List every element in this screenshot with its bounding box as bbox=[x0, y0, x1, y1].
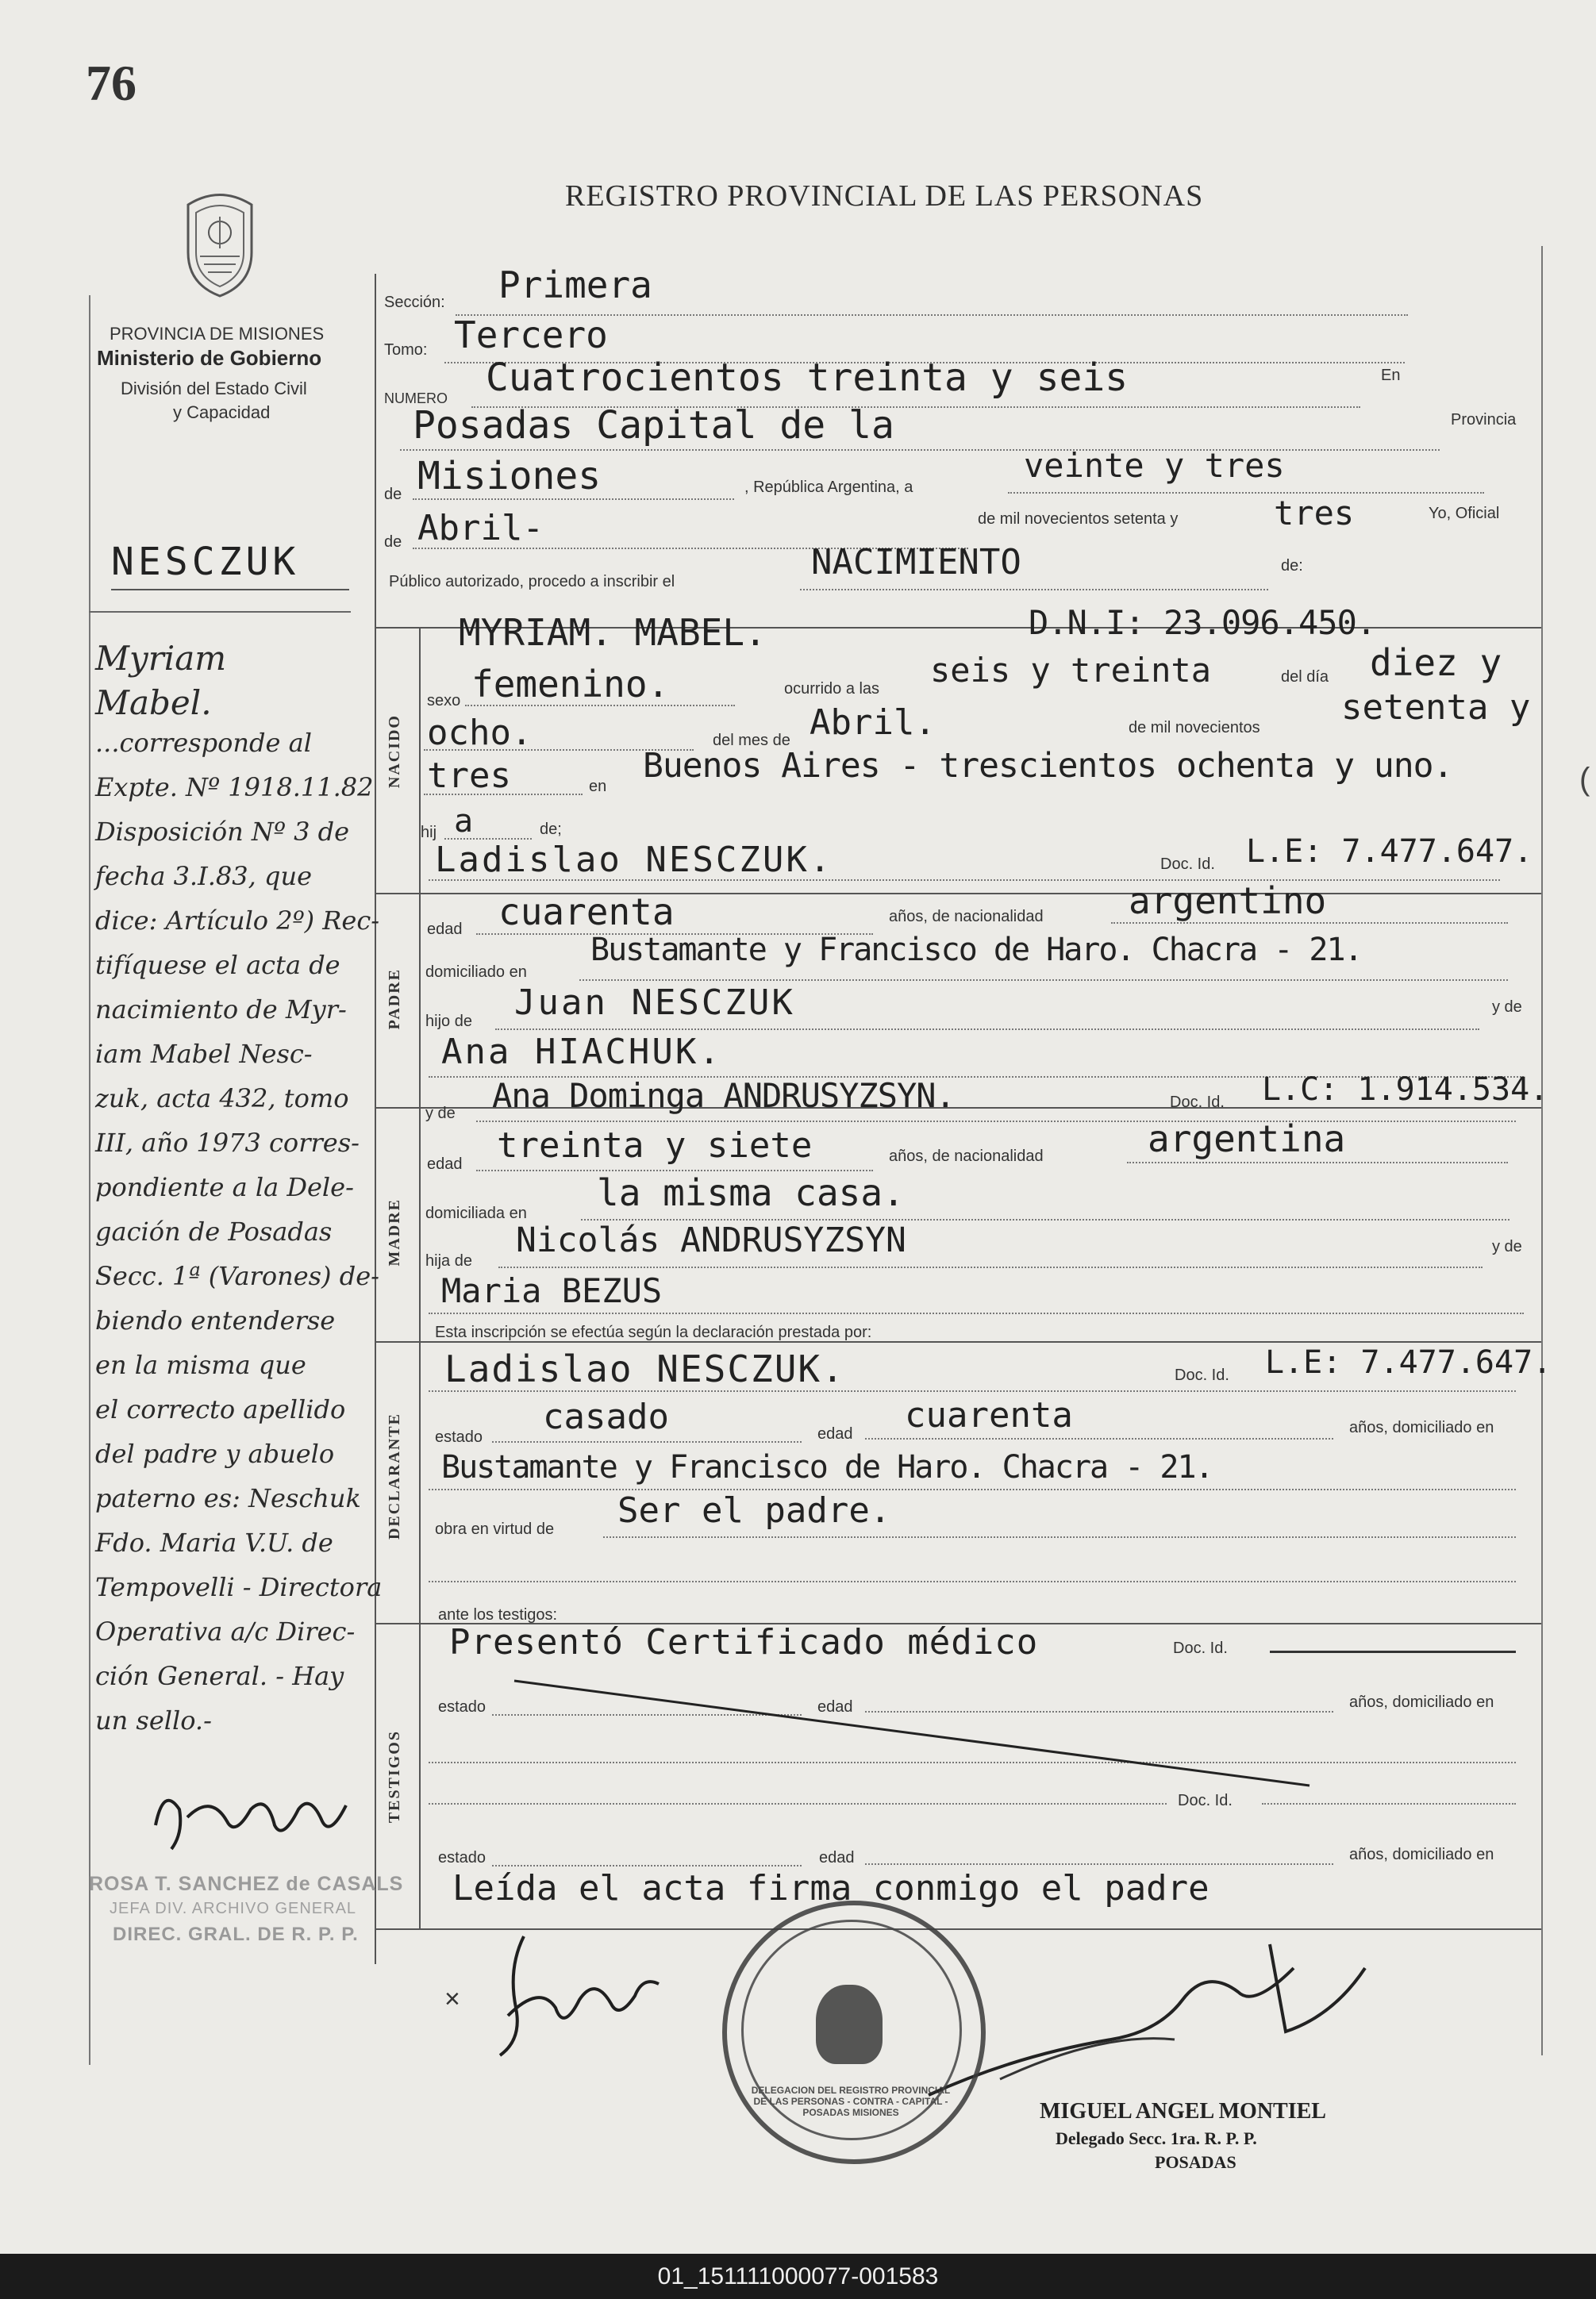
value-padre-madre: Ana HIACHUK. bbox=[441, 1032, 722, 1072]
margin-note-line: Secc. 1ª (Varones) de- bbox=[95, 1261, 379, 1291]
label-madre-dom: domiciliada en bbox=[425, 1205, 527, 1222]
value-sexo: femenino. bbox=[471, 663, 670, 705]
archive-signature bbox=[140, 1778, 370, 1857]
value-lugar: Posadas Capital de la bbox=[413, 403, 894, 448]
section-label-padre: PADRE bbox=[386, 968, 403, 1030]
value-madre-doc: L.C: 1.914.534. bbox=[1262, 1071, 1549, 1108]
label-doc-padre: Doc. Id. bbox=[1160, 855, 1215, 873]
right-edge-mark: ( bbox=[1579, 762, 1590, 797]
margin-note-line: ...corresponde al bbox=[95, 728, 312, 758]
label-y-de-1: y de bbox=[1492, 998, 1522, 1016]
margin-note-line: el correcto apellido bbox=[95, 1394, 346, 1424]
label-dec-estado: estado bbox=[435, 1428, 483, 1446]
label-y-de-madre: y de bbox=[425, 1105, 456, 1122]
value-madre-nac: argentina bbox=[1148, 1117, 1346, 1160]
label-test-edad-2: edad bbox=[819, 1849, 855, 1866]
archive-stamp-line1: ROSA T. SANCHEZ de CASALS bbox=[89, 1873, 404, 1895]
value-cierre: Leída el acta firma conmigo el padre bbox=[452, 1868, 1209, 1909]
value-numero: Cuatrocientos treinta y seis bbox=[486, 356, 1129, 400]
margin-note-line: en la misma que bbox=[95, 1350, 306, 1380]
value-dia-1: diez y bbox=[1370, 641, 1502, 684]
header-division-2: y Capacidad bbox=[173, 402, 271, 422]
label-doc-testigo-2: Doc. Id. bbox=[1178, 1792, 1233, 1809]
label-del-mes: del mes de bbox=[713, 732, 790, 749]
value-lugar-nac: Buenos Aires - trescientos ochenta y uno. bbox=[643, 746, 1453, 786]
margin-note-line: Mabel. bbox=[95, 683, 212, 722]
label-seccion: Sección: bbox=[384, 294, 445, 311]
label-hij: hij bbox=[421, 824, 437, 841]
seal-center-icon bbox=[816, 1985, 883, 2064]
value-padre-padre: Juan NESCZUK bbox=[514, 982, 795, 1023]
margin-note-line: Fdo. Maria V.U. de bbox=[95, 1528, 333, 1558]
margin-note-line: Operativa a/c Direc- bbox=[95, 1617, 356, 1647]
section-label-declarante: DECLARANTE bbox=[386, 1413, 403, 1540]
value-fecha-mes: Abril- bbox=[417, 508, 544, 548]
label-republica: , República Argentina, a bbox=[744, 479, 913, 496]
father-signature bbox=[476, 1920, 690, 2063]
value-hij-suffix: a bbox=[454, 803, 474, 840]
label-test-anos-1: años, domiciliado en bbox=[1349, 1693, 1494, 1711]
margin-surname: NESCZUK bbox=[111, 540, 300, 584]
label-publico: Público autorizado, procedo a inscribir el bbox=[389, 573, 675, 590]
value-acto: NACIMIENTO bbox=[811, 542, 1021, 582]
margin-note-line: gación de Posadas bbox=[95, 1217, 333, 1247]
label-en: En bbox=[1381, 367, 1401, 384]
label-padre-edad: edad bbox=[427, 921, 463, 938]
label-ocurrido: ocurrido a las bbox=[784, 680, 880, 698]
value-madre-edad: treinta y siete bbox=[497, 1125, 813, 1166]
label-dec-edad: edad bbox=[817, 1425, 853, 1443]
margin-note-line: fecha 3.I.83, que bbox=[95, 861, 312, 891]
value-declarante: Ladislao NESCZUK. bbox=[444, 1347, 845, 1390]
archive-stamp-line2: JEFA DIV. ARCHIVO GENERAL bbox=[110, 1900, 357, 1917]
value-tomo: Tercero bbox=[454, 313, 608, 356]
section-label-testigos: TESTIGOS bbox=[386, 1730, 403, 1824]
value-fecha-anio: tres bbox=[1274, 494, 1355, 532]
value-provincia: Misiones bbox=[417, 454, 602, 498]
label-de-mil-2: de mil novecientos bbox=[1129, 719, 1260, 736]
value-madre: Ana Dominga ANDRUSYZSYN. bbox=[492, 1076, 955, 1115]
label-doc-declarante: Doc. Id. bbox=[1175, 1367, 1229, 1384]
margin-note-line: nacimiento de Myr- bbox=[95, 994, 347, 1025]
margin-note-line: pondiente a la Dele- bbox=[95, 1172, 354, 1202]
margin-divider bbox=[89, 611, 351, 613]
value-testigos: Presentó Certificado médico bbox=[449, 1622, 1039, 1663]
margin-note-line: tifíquese el acta de bbox=[95, 950, 340, 980]
value-madre-padre: Nicolás ANDRUSYZSYN bbox=[516, 1221, 906, 1260]
margin-note-line: Disposición Nº 3 de bbox=[95, 817, 350, 847]
value-dec-dom: Bustamante y Francisco de Haro. Chacra - 21. bbox=[441, 1449, 1213, 1486]
header-ministry: Ministerio de Gobierno bbox=[97, 346, 322, 370]
section-band-border bbox=[375, 274, 376, 1964]
margin-note-line: zuk, acta 432, tomo bbox=[95, 1083, 349, 1113]
seal-text: DELEGACION DEL REGISTRO PROVINCIAL DE LAS PERSONAS - CONTRA - CAPITAL - POSADAS MISIONES bbox=[751, 2085, 951, 2118]
value-dec-virtud: Ser el padre. bbox=[617, 1490, 891, 1531]
value-padre-doc: L.E: 7.477.647. bbox=[1246, 833, 1533, 870]
label-de-mil-1: de mil novecientos setenta y bbox=[978, 510, 1179, 528]
label-test-edad-1: edad bbox=[817, 1698, 853, 1716]
label-inscripcion: Esta inscripción se efectúa según la declaración prestada por: bbox=[435, 1324, 872, 1341]
official-stamp-title: Delegado Secc. 1ra. R. P. P. bbox=[1056, 2128, 1257, 2148]
document-title: REGISTRO PROVINCIAL DE LAS PERSONAS bbox=[565, 179, 1204, 213]
label-padre-dom: domiciliado en bbox=[425, 963, 527, 981]
section-label-madre: MADRE bbox=[386, 1198, 403, 1267]
footer-image-id: 01_151111000077-001583 bbox=[0, 2254, 1596, 2299]
label-test-estado-1: estado bbox=[438, 1698, 486, 1716]
label-de-colon: de: bbox=[1281, 557, 1303, 575]
margin-note-line: del padre y abuelo bbox=[95, 1439, 335, 1469]
value-seccion: Primera bbox=[498, 263, 652, 306]
value-padre-dom: Bustamante y Francisco de Haro. Chacra - 21. bbox=[590, 932, 1362, 968]
margin-note-line: iam Mabel Nesc- bbox=[95, 1039, 313, 1069]
margin-note-line: un sello.- bbox=[95, 1705, 212, 1736]
label-test-estado-2: estado bbox=[438, 1849, 486, 1866]
margin-note-line: biendo entenderse bbox=[95, 1305, 336, 1336]
archive-stamp-line3: DIREC. GRAL. DE R. P. P. bbox=[113, 1924, 359, 1945]
value-padre-nac: argentino bbox=[1129, 879, 1327, 922]
label-obra: obra en virtud de bbox=[435, 1520, 555, 1538]
margin-note-line: Myriam bbox=[95, 639, 227, 678]
label-de-1: de bbox=[384, 486, 402, 503]
margin-note-line: III, año 1973 corres- bbox=[95, 1128, 360, 1158]
value-dni: D.N.I: 23.096.450. bbox=[1029, 603, 1376, 642]
signature-x-mark: × bbox=[444, 1984, 460, 2014]
value-nombre: MYRIAM. MABEL. bbox=[459, 611, 767, 654]
page-number: 76 bbox=[86, 55, 137, 111]
official-signature bbox=[921, 1920, 1397, 2111]
label-provincia: Provincia bbox=[1451, 411, 1517, 429]
section-label-nacido: NACIDO bbox=[386, 714, 403, 789]
official-stamp-place: POSADAS bbox=[1155, 2152, 1236, 2172]
label-test-anos-2: años, domiciliado en bbox=[1349, 1846, 1494, 1863]
value-declarante-doc: L.E: 7.477.647. bbox=[1265, 1344, 1552, 1381]
value-anio-1: setenta y bbox=[1341, 687, 1531, 728]
value-padre: Ladislao NESCZUK. bbox=[435, 840, 833, 880]
value-anio-2: tres bbox=[427, 755, 511, 796]
label-del-dia: del día bbox=[1281, 668, 1329, 686]
margin-note-line: Expte. Nº 1918.11.82 bbox=[95, 772, 374, 802]
label-de-2: de bbox=[384, 533, 402, 551]
label-doc-madre: Doc. Id. bbox=[1170, 1094, 1225, 1111]
label-y-de-2: y de bbox=[1492, 1238, 1522, 1255]
label-hija-de: hija de bbox=[425, 1252, 472, 1270]
margin-note-line: Tempovelli - Directora bbox=[95, 1572, 383, 1602]
label-tomo: Tomo: bbox=[384, 341, 428, 359]
section-band-border-2 bbox=[419, 627, 421, 1928]
label-doc-testigo-1: Doc. Id. bbox=[1173, 1640, 1228, 1657]
label-madre-edad: edad bbox=[427, 1155, 463, 1173]
value-mes: Abril. bbox=[810, 702, 936, 743]
value-fecha-dia: veinte y tres bbox=[1024, 446, 1285, 485]
value-hora: seis y treinta bbox=[930, 651, 1212, 690]
label-de-semicolon: de; bbox=[540, 821, 562, 838]
value-padre-edad: cuarenta bbox=[498, 890, 675, 933]
label-en-lower: en bbox=[589, 778, 607, 795]
label-ante: ante los testigos: bbox=[438, 1606, 558, 1624]
left-column-border bbox=[89, 295, 90, 2065]
doc-field-line-1 bbox=[1270, 1651, 1516, 1653]
margin-note-line: dice: Artículo 2º) Rec- bbox=[95, 905, 380, 936]
label-yo-oficial: Yo, Oficial bbox=[1429, 505, 1500, 522]
strike-line bbox=[508, 1674, 1317, 1793]
header-province: PROVINCIA DE MISIONES bbox=[110, 324, 325, 344]
round-seal bbox=[722, 1901, 986, 2164]
value-dia-2: ocho. bbox=[427, 713, 533, 753]
margin-note-line: paterno es: Neschuk bbox=[95, 1483, 361, 1513]
value-madre-madre: Maria BEZUS bbox=[441, 1271, 663, 1310]
official-stamp-name: MIGUEL ANGEL MONTIEL bbox=[1040, 2099, 1326, 2124]
label-dec-anos: años, domiciliado en bbox=[1349, 1419, 1494, 1436]
margin-note-line: ción General. - Hay bbox=[95, 1661, 344, 1691]
label-sexo: sexo bbox=[427, 692, 461, 709]
label-madre-nac: años, de nacionalidad bbox=[889, 1148, 1044, 1165]
margin-surname-underline bbox=[111, 589, 349, 590]
value-dec-estado: casado bbox=[543, 1397, 669, 1437]
label-numero: NUMERO bbox=[384, 390, 448, 406]
label-hijo-de: hijo de bbox=[425, 1013, 472, 1030]
coat-of-arms-icon bbox=[176, 189, 263, 300]
value-dec-edad: cuarenta bbox=[905, 1395, 1073, 1436]
right-border bbox=[1541, 246, 1543, 2055]
label-padre-nac: años, de nacionalidad bbox=[889, 908, 1044, 925]
header-division: División del Estado Civil bbox=[121, 379, 307, 398]
value-madre-dom: la misma casa. bbox=[597, 1171, 905, 1214]
